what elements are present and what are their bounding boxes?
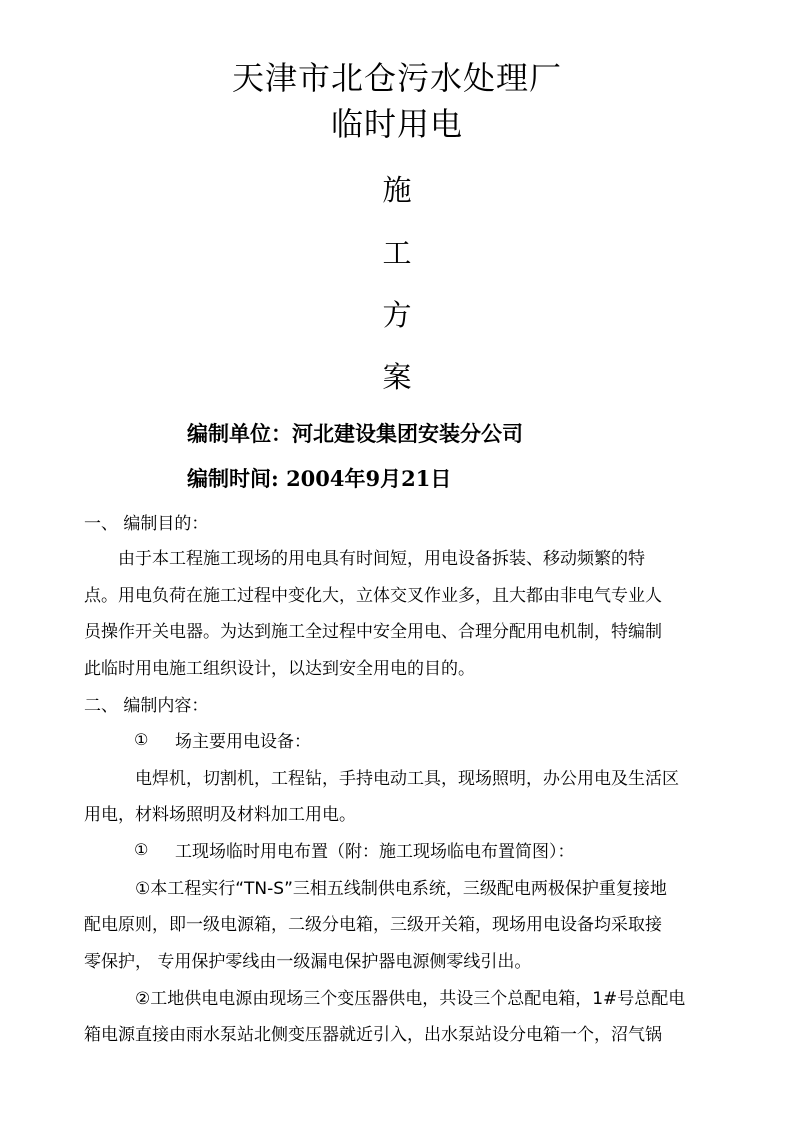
item-marker: ① — [134, 840, 149, 859]
subheading-equipment: 场主要用电设备： — [175, 732, 311, 752]
vertical-title-char: 方 — [382, 298, 412, 332]
paragraph-line: ②工地供电电源由现场三个变压器供电，共设三个总配电箱，1#号总配电 — [135, 989, 686, 1009]
vertical-title-char: 施 — [382, 173, 412, 207]
section1-line: 员操作开关电器。为达到施工全过程中安全用电、合理分配用电机制，特编制 — [84, 622, 662, 642]
vertical-title-char: 工 — [382, 236, 412, 270]
section1-line: 由于本工程施工现场的用电具有时间短，用电设备拆装、移动频繁的特 — [118, 549, 645, 569]
vertical-title-char: 案 — [382, 360, 412, 394]
section2-heading: 二、 编制内容： — [84, 696, 209, 716]
equipment-line: 用电，材料场照明及材料加工用电。 — [84, 805, 356, 825]
paragraph-line: 零保护， 专用保护零线由一级漏电保护器电源侧零线引出。 — [84, 952, 532, 972]
document-title-line2: 临时用电 — [330, 105, 463, 143]
section1-line: 点。用电负荷在施工过程中变化大，立体交叉作业多，且大都由非电气专业人 — [84, 586, 662, 606]
paragraph-line: 箱电源直接由雨水泵站北侧变压器就近引入，出水泵站设分电箱一个，沼气锅 — [84, 1025, 662, 1045]
compiling-date: 编制时间: 2004年9月21日 — [187, 466, 452, 491]
section1-heading: 一、 编制目的： — [84, 514, 209, 534]
paragraph-line: ①本工程实行“TN-S”三相五线制供电系统，三级配电两极保护重复接地 — [135, 879, 667, 899]
subheading-layout: 工现场临时用电布置（附：施工现场临电布置简图）： — [175, 842, 575, 862]
document-title-line1: 天津市北仓污水处理厂 — [231, 59, 562, 97]
equipment-line: 电焊机，切割机，工程钻，手持电动工具，现场照明，办公用电及生活区 — [135, 769, 679, 789]
compiling-unit: 编制单位：河北建设集团安装分公司 — [187, 421, 523, 446]
section1-line: 此临时用电施工组织设计，以达到安全用电的目的。 — [84, 659, 475, 679]
item-marker: ① — [134, 730, 149, 749]
paragraph-line: 配电原则，即一级电源箱，二级分电箱，三级开关箱，现场用电设备均采取接 — [84, 915, 662, 935]
